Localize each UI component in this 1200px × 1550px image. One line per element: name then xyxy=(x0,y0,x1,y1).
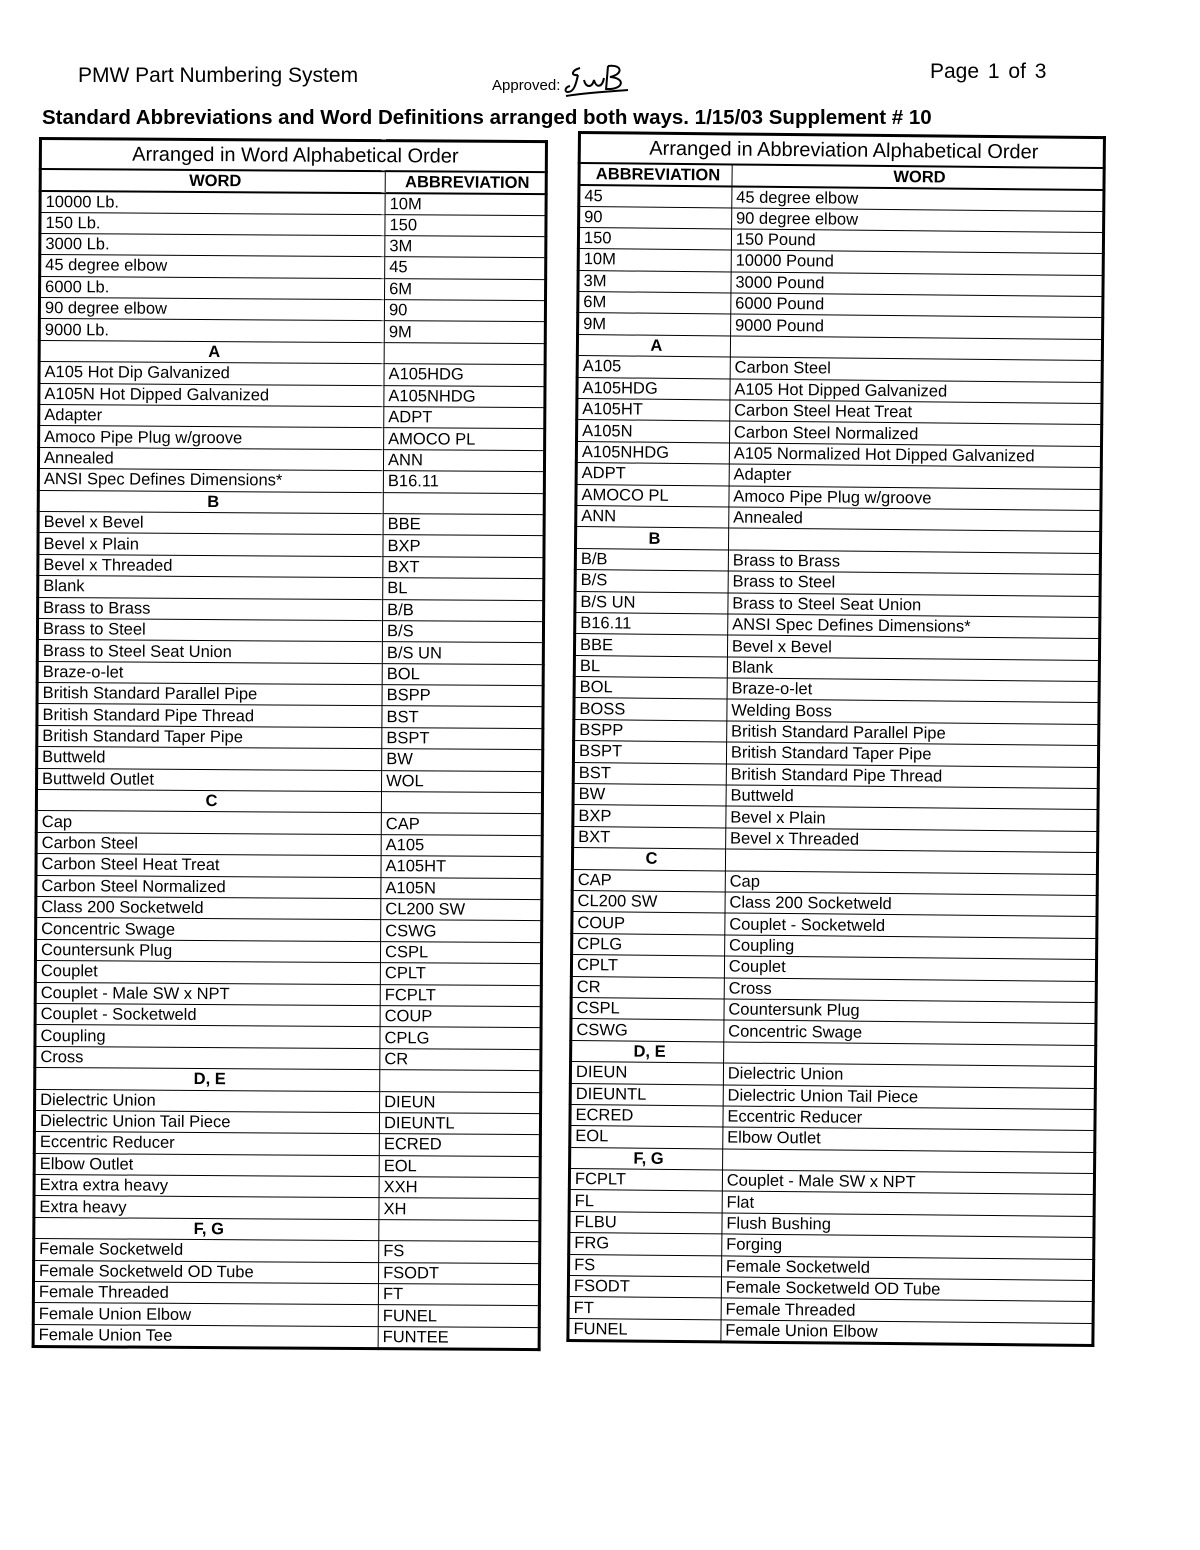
abbreviation-cell: BSPP xyxy=(574,719,727,742)
section-spacer xyxy=(379,1219,540,1241)
section-spacer xyxy=(380,1070,541,1092)
word-cell: A105 Hot Dipped Galvanized xyxy=(730,379,1102,404)
section-spacer xyxy=(381,792,542,814)
word-cell: 9000 Lb. xyxy=(39,319,384,342)
abbreviation-cell: B/S UN xyxy=(575,591,728,614)
table-row xyxy=(40,212,546,236)
word-cell: 10000 Lb. xyxy=(40,191,385,215)
table-row xyxy=(36,918,542,942)
abbreviation-cell: AMOCO PL xyxy=(576,484,729,507)
abbreviation-cell: 90 xyxy=(384,300,545,322)
abbreviation-cell: ANN xyxy=(576,505,729,528)
word-cell: Couplet xyxy=(724,956,1096,981)
abbreviation-cell: FCPLT xyxy=(380,984,541,1006)
abbreviation-cell: CSPL xyxy=(571,997,724,1020)
word-order-table xyxy=(32,137,548,1351)
word-cell: Coupling xyxy=(724,935,1096,960)
word-cell: Female Socketweld OD Tube xyxy=(721,1277,1093,1302)
abbreviation-cell: FT xyxy=(378,1284,539,1306)
abbreviation-cell: CPLG xyxy=(572,933,725,956)
abbreviation-cell: BSPT xyxy=(382,727,543,749)
word-cell: Female Socketweld xyxy=(721,1256,1093,1281)
word-cell: 45 degree elbow xyxy=(40,255,385,278)
word-cell: 6000 Lb. xyxy=(40,276,385,299)
section-letter: F, G xyxy=(34,1217,379,1240)
abbreviation-cell: CPLT xyxy=(380,963,541,985)
abbreviation-cell: B/B xyxy=(383,599,544,621)
abbreviation-cell: A105HDG xyxy=(577,377,730,400)
abbreviation-cell: B16.11 xyxy=(383,471,544,493)
abbreviation-cell: A105HT xyxy=(381,856,542,878)
section-row xyxy=(34,1217,540,1241)
word-cell: Cap xyxy=(36,811,381,834)
table-row xyxy=(37,768,543,792)
word-cell: Female Threaded xyxy=(721,1298,1093,1323)
table-row xyxy=(35,1089,541,1113)
word-cell: Bevel x Plain xyxy=(38,533,383,556)
abbreviation-cell: A105NHDG xyxy=(576,441,729,464)
abbreviation-cell: BSPP xyxy=(382,685,543,707)
word-cell: Female Socketweld xyxy=(34,1239,379,1262)
word-cell: Couplet - Male SW x NPT xyxy=(35,982,380,1005)
table-row xyxy=(38,533,544,557)
abbreviation-cell: FLBU xyxy=(569,1211,722,1234)
word-cell: Carbon Steel Normalized xyxy=(36,875,381,898)
word-cell: 9000 Pound xyxy=(730,314,1102,339)
abbreviation-cell: CAP xyxy=(381,813,542,835)
table-row xyxy=(38,447,544,471)
column-header-word: WORD xyxy=(40,169,385,193)
word-cell: Brass to Steel Seat Union xyxy=(728,592,1100,617)
table-row xyxy=(35,1003,541,1027)
abbreviation-cell: FUNEL xyxy=(378,1305,539,1327)
abbreviation-cell: BXP xyxy=(383,535,544,557)
abbreviation-cell: COUP xyxy=(380,1006,541,1028)
table-row xyxy=(33,1324,539,1349)
word-cell: 3000 Lb. xyxy=(40,233,385,256)
abbreviation-cell: CL200 SW xyxy=(572,890,725,913)
abbreviation-cell: WOL xyxy=(382,770,543,792)
table-row xyxy=(37,725,543,749)
abbreviation-cell: CSPL xyxy=(380,941,541,963)
abbreviation-cell: CR xyxy=(571,976,724,999)
section-spacer xyxy=(383,492,544,514)
word-cell: Couplet - Socketweld xyxy=(35,1003,380,1026)
abbreviation-cell: A105N xyxy=(381,877,542,899)
approved-label: Approved: xyxy=(492,77,561,94)
word-cell: Brass to Steel xyxy=(728,571,1100,596)
table-row xyxy=(36,854,542,878)
abbreviation-cell: 6M xyxy=(578,292,731,315)
table-caption: Arranged in Abbreviation Alphabetical Order xyxy=(579,133,1104,168)
word-cell: Dielectric Union xyxy=(35,1089,380,1112)
word-cell: Braze-o-let xyxy=(727,678,1099,703)
word-cell: Welding Boss xyxy=(727,699,1099,724)
abbreviation-cell: CL200 SW xyxy=(381,899,542,921)
table-row xyxy=(38,576,544,600)
word-cell: Eccentric Reducer xyxy=(723,1106,1095,1131)
abbreviation-cell: FS xyxy=(379,1241,540,1263)
word-cell: Adapter xyxy=(39,405,384,428)
table-row xyxy=(39,383,545,407)
word-cell: British Standard Taper Pipe xyxy=(726,742,1098,767)
abbreviation-cell: FSODT xyxy=(568,1275,721,1298)
word-cell: Carbon Steel Heat Treat xyxy=(730,400,1102,425)
word-cell: Adapter xyxy=(729,464,1101,489)
word-cell: A105 Hot Dip Galvanized xyxy=(39,362,384,385)
section-letter: F, G xyxy=(570,1147,723,1170)
word-cell: Brass to Brass xyxy=(38,597,383,620)
table-row xyxy=(40,191,546,216)
table-row xyxy=(34,1175,540,1199)
abbreviation-cell: BST xyxy=(382,706,543,728)
table-row xyxy=(38,511,544,535)
table-row xyxy=(38,554,544,578)
table-row xyxy=(39,405,545,429)
abbreviation-cell: BSPT xyxy=(573,741,726,764)
abbreviation-cell: ANN xyxy=(383,449,544,471)
abbreviation-cell: FRG xyxy=(569,1233,722,1256)
word-cell: Buttweld xyxy=(726,785,1098,810)
page-number: Page 1 of 3 xyxy=(930,60,1047,83)
word-cell: 90 degree elbow xyxy=(731,207,1103,232)
abbreviation-cell: B/S xyxy=(575,570,728,593)
table-row xyxy=(37,747,543,771)
abbreviation-cell: CAP xyxy=(572,869,725,892)
table-row xyxy=(34,1239,540,1263)
table-row xyxy=(34,1196,540,1220)
table-row xyxy=(36,875,542,899)
word-cell: British Standard Taper Pipe xyxy=(37,725,382,748)
word-cell: Class 200 Socketweld xyxy=(36,896,381,919)
section-letter: A xyxy=(39,340,384,363)
word-cell: Brass to Brass xyxy=(728,550,1100,575)
table-row xyxy=(37,704,543,728)
word-cell: Forging xyxy=(722,1234,1094,1259)
section-letter: A xyxy=(577,334,730,357)
section-letter: D, E xyxy=(35,1068,380,1091)
abbreviation-cell: DIEUNTL xyxy=(570,1083,723,1106)
abbreviation-cell: 90 xyxy=(579,206,732,229)
word-cell: Dielectric Union Tail Piece xyxy=(34,1110,379,1133)
abbreviation-cell: XXH xyxy=(379,1177,540,1199)
word-cell: British Standard Pipe Thread xyxy=(726,764,1098,789)
table-row xyxy=(568,1318,1093,1345)
abbreviation-cell: A105 xyxy=(577,356,730,379)
word-cell: Female Socketweld OD Tube xyxy=(34,1260,379,1283)
word-cell: 3000 Pound xyxy=(731,272,1103,297)
word-cell: Couplet - Male SW x NPT xyxy=(722,1170,1094,1195)
table-row xyxy=(36,811,542,835)
word-cell: 90 degree elbow xyxy=(39,298,384,321)
word-cell: Carbon Steel Heat Treat xyxy=(36,854,381,877)
table-row xyxy=(40,255,546,279)
word-cell: Cross xyxy=(35,1046,380,1069)
document-header xyxy=(0,58,1200,94)
abbreviation-cell: A105HT xyxy=(577,399,730,422)
abbreviation-cell: DIEUN xyxy=(570,1062,723,1085)
word-cell: Bevel x Plain xyxy=(726,806,1098,831)
abbreviation-order-table xyxy=(566,131,1106,1347)
table-row xyxy=(40,276,546,300)
abbreviation-cell: 150 xyxy=(385,214,546,236)
word-cell: Blank xyxy=(727,657,1099,682)
word-cell: British Standard Parallel Pipe xyxy=(37,683,382,706)
word-cell: Annealed xyxy=(729,507,1101,532)
table-caption: Arranged in Word Alphabetical Order xyxy=(40,139,546,172)
table-row xyxy=(37,683,543,707)
word-cell: Coupling xyxy=(35,1025,380,1048)
word-cell: 150 Pound xyxy=(731,229,1103,254)
abbreviation-cell: 6M xyxy=(385,278,546,300)
table-row xyxy=(39,426,545,450)
abbreviation-cell: COUP xyxy=(572,912,725,935)
table-row xyxy=(34,1153,540,1177)
word-cell: 10000 Pound xyxy=(731,250,1103,275)
word-cell: Bevel x Bevel xyxy=(727,635,1099,660)
section-row xyxy=(36,790,542,814)
table-row xyxy=(34,1132,540,1156)
abbreviation-cell: CSWG xyxy=(571,1019,724,1042)
document-title: PMW Part Numbering System xyxy=(78,64,359,87)
abbreviation-cell: BBE xyxy=(574,634,727,657)
table-row xyxy=(34,1110,540,1134)
table-row xyxy=(38,469,544,493)
word-cell: Carbon Steel Normalized xyxy=(729,421,1101,446)
abbreviation-cell: BW xyxy=(573,784,726,807)
word-cell: ANSI Spec Defines Dimensions* xyxy=(728,614,1100,639)
abbreviation-cell: 10M xyxy=(385,193,546,215)
abbreviation-cell: 45 xyxy=(385,257,546,279)
word-cell: 150 Lb. xyxy=(40,212,385,235)
abbreviation-cell: A105NHDG xyxy=(384,385,545,407)
approval-block xyxy=(492,62,632,98)
table-row xyxy=(38,597,544,621)
abbreviation-cell: ADPT xyxy=(384,407,545,429)
abbreviation-cell: BL xyxy=(383,578,544,600)
abbreviation-cell: BXP xyxy=(573,805,726,828)
abbreviation-cell: FSODT xyxy=(379,1262,540,1284)
abbreviation-cell: 10M xyxy=(578,249,731,272)
abbreviation-cell: FUNTEE xyxy=(378,1326,539,1349)
abbreviation-cell: B/S UN xyxy=(382,642,543,664)
word-cell: British Standard Parallel Pipe xyxy=(726,721,1098,746)
word-cell: Brass to Steel Seat Union xyxy=(37,640,382,663)
word-cell: Couplet xyxy=(35,961,380,984)
word-cell: Female Union Elbow xyxy=(33,1303,378,1326)
word-cell: Countersunk Plug xyxy=(35,939,380,962)
word-cell: Cross xyxy=(724,978,1096,1003)
word-cell: 6000 Pound xyxy=(731,293,1103,318)
abbreviation-cell: EOL xyxy=(379,1155,540,1177)
abbreviation-cell: FS xyxy=(569,1254,722,1277)
abbreviation-cell: ECRED xyxy=(570,1104,723,1127)
word-cell: Annealed xyxy=(38,447,383,470)
abbreviation-cell: A105N xyxy=(577,420,730,443)
table-row xyxy=(35,1025,541,1049)
abbreviation-cell: AMOCO PL xyxy=(384,428,545,450)
word-cell: Brass to Steel xyxy=(37,618,382,641)
abbreviation-cell: 45 xyxy=(579,185,732,208)
word-cell: Bevel x Bevel xyxy=(38,511,383,534)
word-cell: Amoco Pipe Plug w/groove xyxy=(729,486,1101,511)
section-letter: D, E xyxy=(571,1040,724,1063)
word-cell: Flush Bushing xyxy=(722,1213,1094,1238)
abbreviation-cell: DIEUN xyxy=(380,1091,541,1113)
abbreviation-cell: BL xyxy=(574,655,727,678)
abbreviation-cell: FL xyxy=(569,1190,722,1213)
word-cell: Blank xyxy=(38,576,383,599)
table-row xyxy=(39,319,545,343)
abbreviation-cell: 9M xyxy=(384,321,545,343)
abbreviation-cell: BOL xyxy=(574,677,727,700)
abbreviation-cell: A105HDG xyxy=(384,364,545,386)
word-cell: Elbow Outlet xyxy=(34,1153,379,1176)
abbreviation-cell: XH xyxy=(379,1198,540,1220)
word-cell: Carbon Steel xyxy=(36,832,381,855)
table-row xyxy=(39,362,545,386)
word-cell: Female Union Elbow xyxy=(721,1320,1093,1346)
word-cell: Female Threaded xyxy=(33,1282,378,1305)
table-row xyxy=(35,982,541,1006)
word-cell: Countersunk Plug xyxy=(724,999,1096,1024)
table-caption-row xyxy=(40,139,546,172)
word-cell: A105N Hot Dipped Galvanized xyxy=(39,383,384,406)
word-cell: ANSI Spec Defines Dimensions* xyxy=(38,469,383,492)
abbreviation-cell: CR xyxy=(380,1048,541,1070)
word-cell: Bevel x Threaded xyxy=(38,554,383,577)
word-cell: Cap xyxy=(725,871,1097,896)
word-cell: Extra extra heavy xyxy=(34,1175,379,1198)
abbreviation-cell: FT xyxy=(568,1297,721,1320)
table-row xyxy=(37,661,543,685)
abbreviation-cell: CPLT xyxy=(571,955,724,978)
word-cell: Buttweld Outlet xyxy=(37,768,382,791)
abbreviation-cell: B16.11 xyxy=(575,612,728,635)
word-cell: Female Union Tee xyxy=(33,1324,378,1348)
word-cell: Bevel x Threaded xyxy=(725,828,1097,853)
abbreviation-cell: BOSS xyxy=(574,698,727,721)
abbreviation-cell: EOL xyxy=(570,1126,723,1149)
section-row xyxy=(38,490,544,514)
abbreviation-cell: A105 xyxy=(381,834,542,856)
abbreviation-cell: 9M xyxy=(578,313,731,336)
column-header-abbreviation: ABBREVIATION xyxy=(579,163,732,186)
abbreviation-cell: FCPLT xyxy=(569,1169,722,1192)
abbreviation-cell: BW xyxy=(382,749,543,771)
section-letter: B xyxy=(38,490,383,513)
word-cell: Concentric Swage xyxy=(724,1020,1096,1045)
table-row xyxy=(37,640,543,664)
table-row xyxy=(37,618,543,642)
abbreviation-cell: ECRED xyxy=(379,1134,540,1156)
abbreviation-cell: BST xyxy=(573,762,726,785)
word-cell: British Standard Pipe Thread xyxy=(37,704,382,727)
word-cell: Braze-o-let xyxy=(37,661,382,684)
word-cell: Amoco Pipe Plug w/groove xyxy=(39,426,384,449)
abbreviation-cell: BXT xyxy=(383,556,544,578)
table-row xyxy=(33,1282,539,1306)
section-letter: C xyxy=(572,848,725,871)
table-row xyxy=(35,939,541,963)
section-spacer xyxy=(384,342,545,364)
word-cell: 45 degree elbow xyxy=(732,186,1104,211)
table-row xyxy=(36,832,542,856)
section-row xyxy=(35,1068,541,1092)
abbreviation-cell: B/B xyxy=(575,548,728,571)
section-letter: B xyxy=(575,527,728,550)
column-header-abbreviation: ABBREVIATION xyxy=(385,171,546,194)
document-subtitle: Standard Abbreviations and Word Definitions arranged both ways. 1/15/03 Supplement # 10 xyxy=(42,106,932,129)
word-cell: Extra heavy xyxy=(34,1196,379,1219)
word-cell: Class 200 Socketweld xyxy=(725,892,1097,917)
abbreviation-cell: ADPT xyxy=(576,463,729,486)
abbreviation-cell: FUNEL xyxy=(568,1318,721,1341)
table-row xyxy=(39,298,545,322)
word-cell: A105 Normalized Hot Dipped Galvanized xyxy=(729,443,1101,468)
table-row xyxy=(34,1260,540,1284)
word-cell: Concentric Swage xyxy=(36,918,381,941)
word-cell: Buttweld xyxy=(37,747,382,770)
abbreviation-cell: CSWG xyxy=(381,920,542,942)
abbreviation-cell: BXT xyxy=(573,826,726,849)
table-row xyxy=(35,1046,541,1070)
word-cell: Eccentric Reducer xyxy=(34,1132,379,1155)
word-cell: Couplet - Socketweld xyxy=(725,913,1097,938)
section-letter: C xyxy=(36,790,381,813)
abbreviation-cell: BOL xyxy=(382,663,543,685)
column-header-row xyxy=(40,169,546,194)
table-row xyxy=(40,233,546,257)
word-cell: Dielectric Union xyxy=(723,1063,1095,1088)
abbreviation-cell: CPLG xyxy=(380,1027,541,1049)
abbreviation-cell: BBE xyxy=(383,514,544,536)
abbreviation-cell: 3M xyxy=(578,270,731,293)
table-row xyxy=(33,1303,539,1327)
word-cell: Flat xyxy=(722,1191,1094,1216)
approval-signature xyxy=(562,62,632,98)
table-row xyxy=(35,961,541,985)
table-row xyxy=(36,896,542,920)
word-cell: Dielectric Union Tail Piece xyxy=(723,1084,1095,1109)
abbreviation-cell: 3M xyxy=(385,236,546,258)
abbreviation-cell: B/S xyxy=(382,621,543,643)
abbreviation-cell: DIEUNTL xyxy=(379,1113,540,1135)
abbreviation-cell: 150 xyxy=(578,227,731,250)
word-cell: Elbow Outlet xyxy=(723,1127,1095,1152)
column-header-word: WORD xyxy=(732,164,1104,190)
word-cell: Carbon Steel xyxy=(730,357,1102,382)
section-row xyxy=(39,340,545,364)
